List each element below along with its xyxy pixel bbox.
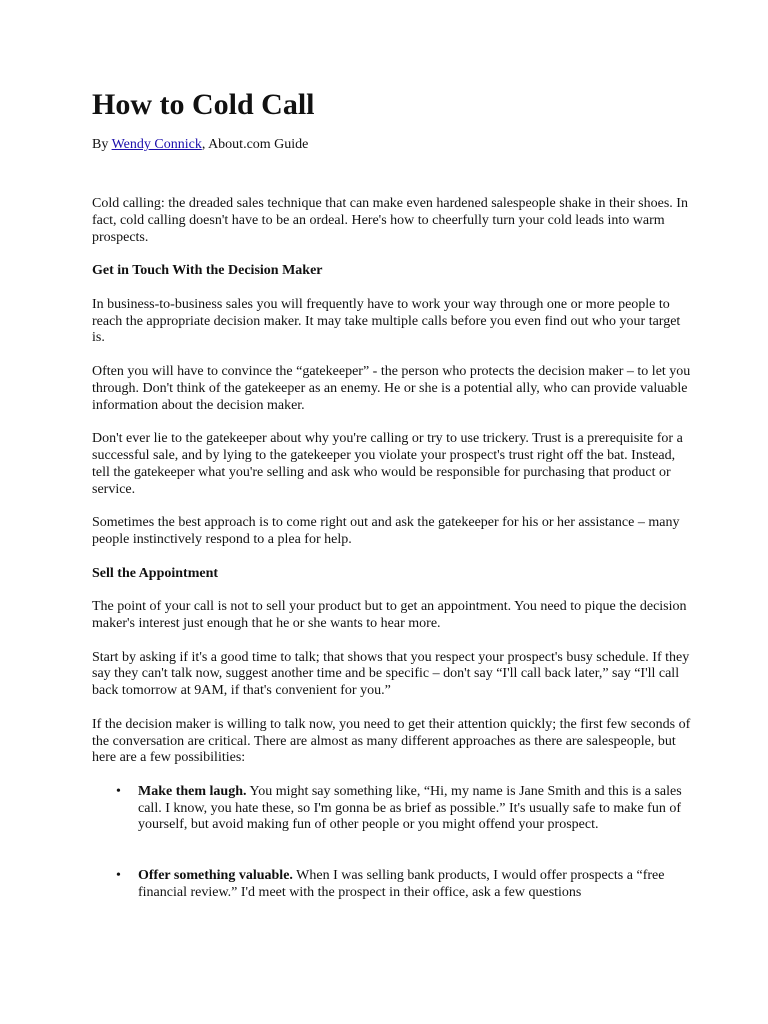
list-item-lead: Make them laugh.: [138, 783, 247, 799]
byline: [92, 136, 692, 153]
paragraph: If the decision maker is willing to talk now, you need to get their attention quickly; the first few seconds of the conversation are critical. There are almost as many different approaches as there are salespeople, but here are a few possibilities:: [92, 716, 691, 766]
list-item: [92, 784, 684, 834]
list-item-text: When I was selling bank products, I would offer prospects a “free financial review.” I'd meet with the prospect in their office, ask a few questions: [138, 867, 665, 900]
bullet-marker: •: [116, 783, 121, 799]
section-heading-decision-maker: Get in Touch With the Decision Maker: [92, 263, 323, 279]
article-body: [92, 84, 692, 901]
paragraph: Sometimes the best approach is to come right out and ask the gatekeeper for his or her assistance – many people instinctively respond to a plea for help.: [92, 515, 680, 547]
paragraph: Don't ever lie to the gatekeeper about why you're calling or try to use trickery. Trust is a prerequisite for a successful sale, and by lying to the gatekeeper you violate your prospect's trust right off the bat. Instead, tell the gatekeeper what you're selling and ask who would be responsible for purchasing that product or service.: [92, 431, 683, 497]
list-item-text: You might say something like, “Hi, my name is Jane Smith and this is a sales call. I know, you hate these, so I'm gonna be as brief as possible.” It's usually safe to make fun of yourself, but avoid making fun of other people or you might offend your prospect.: [138, 783, 682, 833]
paragraph: The point of your call is not to sell your product but to get an appointment. You need to pique the decision maker's interest just enough that he or she wants to hear more.: [92, 599, 687, 631]
article-title: How to Cold Call: [92, 88, 315, 121]
paragraph: Start by asking if it's a good time to talk; that shows that you respect your prospect's busy schedule. If they say they can't talk now, suggest another time and be specific – don't say “I'll call back later,” say “I'll call back tomorrow at 9AM, if that's convenient for you.”: [92, 649, 690, 699]
intro-paragraph: Cold calling: the dreaded sales technique that can make even hardened salespeople shake in their shoes. In fact, cold calling doesn't have to be an ordeal. Here's how to cheerfully turn your cold leads into warm prospects.: [92, 196, 688, 245]
list-item: [92, 868, 684, 902]
author-link[interactable]: Wendy Connick: [111, 137, 202, 152]
paragraph: Often you will have to convince the “gatekeeper” - the person who protects the decision maker – to let you through. Don't think of the gatekeeper as an enemy. He or she is a potential ally, who can provide valuable information about the decision maker.: [92, 363, 691, 413]
bullet-marker: •: [116, 867, 121, 883]
section-heading-appointment: Sell the Appointment: [92, 565, 219, 581]
byline-suffix: , About.com Guide: [201, 137, 309, 152]
paragraph: In business-to-business sales you will frequently have to work your way through one or more people to reach the appropriate decision maker. It may take multiple calls before you even find out who your target is.: [92, 296, 681, 346]
approaches-list: [92, 784, 692, 902]
list-item-lead: Offer something valuable.: [138, 867, 293, 883]
byline-prefix: By: [92, 137, 112, 152]
